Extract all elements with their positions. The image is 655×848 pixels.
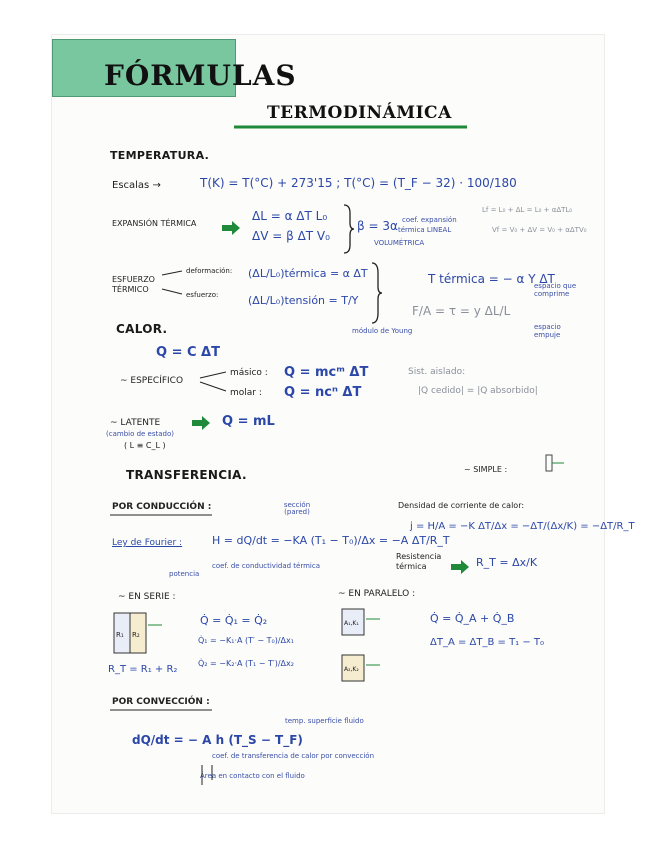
masico-label: másico : <box>230 368 268 378</box>
latente-label: ~ LATENTE <box>110 418 161 428</box>
molar-label: molar : <box>230 388 262 398</box>
conduccion-heading: POR CONDUCCIÓN : <box>112 502 212 512</box>
escalas-label: Escalas → <box>112 180 161 191</box>
par-t-eq: ΔT_A = ΔT_B = T₁ − T₀ <box>430 637 545 648</box>
h-eq: H = dQ/dt = −KA (T₁ − T₀)/Δx = −A ΔT/R_T <box>212 534 450 547</box>
area-note: Área en contacto con el fluido <box>200 772 305 780</box>
sist-aislado: Sist. aislado: <box>408 367 466 377</box>
coef-cond-note: coef. de conductividad térmica <box>212 562 321 570</box>
esfuerzo-sub-label: esfuerzo: <box>186 291 219 299</box>
par-b-label: A₂,K₂ <box>344 666 359 673</box>
esp-comprime-note: espacio que comprime <box>534 282 577 298</box>
modulo-young-note: módulo de Young <box>352 327 413 335</box>
deformacion-eq: (ΔL/L₀)térmica = α ΔT <box>248 267 368 280</box>
simple-label: ~ SIMPLE : <box>464 465 508 474</box>
molar-eq: Q = ncⁿ ΔT <box>284 385 362 400</box>
section-calor: CALOR. <box>116 322 168 336</box>
f-a-eq: F/A = τ = y ΔL/L <box>412 304 511 318</box>
vf-eq: Vf = V₀ + ΔV = V₀ + αΔTV₀ <box>492 226 587 234</box>
lineal-note: térmica LINEAL <box>398 226 452 234</box>
esfuerzo-brace <box>372 263 382 323</box>
header-label: FÓRMULAS <box>104 59 297 92</box>
deformacion-label: deformación: <box>186 267 233 275</box>
serie-2-eq: Q̇₂ = −K₂·A (T₁ − T′)/Δx₂ <box>198 659 294 668</box>
sketch-overlay <box>52 35 604 813</box>
potencia-note: potencia <box>169 570 200 578</box>
masico-eq: Q = mcᵐ ΔT <box>284 365 369 380</box>
coef-conv-note: coef. de transferencia de calor por convección <box>212 752 375 760</box>
simple-wall <box>546 455 552 471</box>
expansion-brace <box>344 205 354 253</box>
serie-r1-label: R₁ <box>116 631 124 639</box>
par-a-label: A₁,K₁ <box>344 620 359 627</box>
esf-arrow <box>162 289 182 294</box>
rt-arrow-icon <box>451 560 469 574</box>
masico-arrow <box>200 372 226 378</box>
expansion-label: EXPANSIÓN TÉRMICA <box>112 219 197 228</box>
temp-formula: T(K) = T(°C) + 273'15 ; T(°C) = (T_F − 32) · 100/180 <box>200 176 517 190</box>
serie-label: ~ EN SERIE : <box>118 592 176 602</box>
coef-exp-note: coef. expansión <box>402 216 457 224</box>
conv-eq: dQ/dt = − A h (T_S − T_F) <box>132 733 303 747</box>
serie-q-eq: Q̇ = Q̇₁ = Q̇₂ <box>200 614 268 627</box>
densidad-label: Densidad de corriente de calor: <box>398 501 525 510</box>
serie-1-eq: Q̇₁ = −K₁·A (T′ − T₀)/Δx₁ <box>198 636 294 645</box>
especifico-label: ~ ESPECÍFICO <box>120 376 184 386</box>
resistencia-label: Resistencia térmica <box>396 552 442 571</box>
temp-sup-note: temp. superficie fluido <box>285 717 364 725</box>
conveccion-heading: POR CONVECCIÓN : <box>112 697 210 707</box>
paralelo-label: ~ EN PARALELO : <box>338 589 416 599</box>
notebook-page <box>52 35 635 813</box>
lf-eq: Lf = L₀ + ΔL = L₀ + αΔTL₀ <box>482 206 573 214</box>
t-termica-eq: T térmica = − α Y ΔT <box>428 272 555 286</box>
latente-arrow-icon <box>192 416 210 430</box>
section-temperatura: TEMPERATURA. <box>110 149 210 162</box>
q-balance: |Q cedido| = |Q absorbido| <box>418 386 538 396</box>
dL-eq: ΔL = α ΔT L₀ <box>252 209 328 223</box>
esp-empuje-note: espacio empuje <box>534 323 561 339</box>
serie-r2-label: R₂ <box>132 631 140 639</box>
esfuerzo-eq: (ΔL/L₀)tensión = T/Y <box>248 294 359 307</box>
serie-rt-eq: R_T = R₁ + R₂ <box>108 664 178 675</box>
latente-l: ( L ≡ C_L ) <box>124 441 166 450</box>
esfuerzo-label: ESFUERZO TÉRMICO <box>112 275 155 295</box>
dV-eq: ΔV = β ΔT V₀ <box>252 229 330 243</box>
molar-arrow <box>200 382 226 391</box>
fourier-label: Ley de Fourier : <box>112 538 183 548</box>
seccion-note: sección (pared) <box>283 501 311 516</box>
par-q-eq: Q̇ = Q̇_A + Q̇_B <box>430 612 515 625</box>
latente-note: (cambio de estado) <box>106 430 175 438</box>
page-title: TERMODINÁMICA <box>267 103 452 123</box>
section-transferencia: TRANSFERENCIA. <box>126 468 247 482</box>
j-eq: j = H/A = −K ΔT/Δx = −ΔT/(Δx/K) = −ΔT/R_T <box>410 521 635 532</box>
rt-eq: R_T = Δx/K <box>476 556 538 569</box>
calor-q-eq: Q = C ΔT <box>156 345 220 360</box>
exp-arrow-icon <box>222 221 240 235</box>
latente-eq: Q = mL <box>222 414 275 429</box>
volumetrica-note: VOLUMÉTRICA <box>374 239 425 247</box>
def-arrow <box>162 271 182 275</box>
beta-eq: β = 3α <box>357 219 398 233</box>
